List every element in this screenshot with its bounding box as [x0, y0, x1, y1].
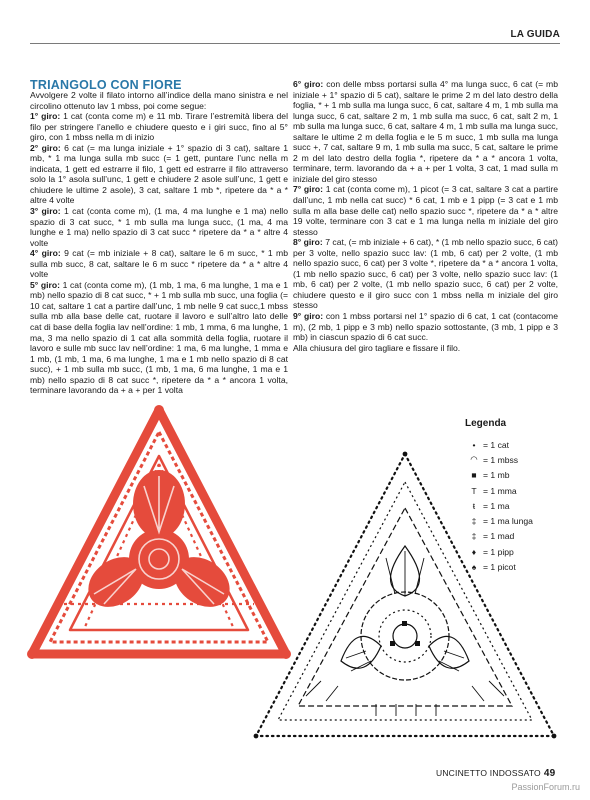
legend-title: Legenda [465, 418, 507, 429]
intro-paragraph: Avvolgere 2 volte il filato intorno all’indice della mano sinistra e nel circolino ottenuto lav 1 mbss, poi come segue: [30, 90, 288, 111]
arc-icon: ◠ [470, 454, 478, 465]
round-label: 5° giro: [30, 279, 60, 290]
legend-label: = 1 mbss [483, 454, 519, 465]
round-text: 1 cat (conta come m), 1 picot (= 3 cat, saltare 3 cat a partire dall’unc, 1 mb nella cat succ) * 6 cat, 1 mb e 1 pipp (= 3 cat e 1 mb sulla m alla base delle cat) nello spazio succ *, ripetere da * a * altre 19 volte, terminare con 3 cat e 1 ma lunga nella m iniziale del giro stesso [293, 184, 558, 237]
round-6 [293, 79, 558, 184]
round-text: 9 cat (= mb iniziale + 8 cat), saltare le 6 m succ, * 1 mb sulla mb succ, 8 cat, saltare le 6 m succ * ripetere da * a * altre 4 volte [30, 248, 289, 280]
page-number: 49 [543, 768, 556, 779]
round-2 [30, 143, 288, 206]
round-text: 1 cat (conta come m), (1 mb, 1 ma, 6 ma lunghe, 1 ma e 1 mb) nello spazio di 8 cat succ, * + 1 mb sulla mb succ, una foglia (= 10 cat, saltare 1 cat a partire dall’unc, 1 mb nelle 9 cat succ,1 mbss sulla mb alla base delle cat, ruotare il lavoro e sull’altro lato delle cat di base della foglia lav nell’ordine: 1 mb, 1 mma, 6 ma lunghe, 1 ma, 3 ma nello spazio di 1 cat alla sommità della foglia, ruotare il lavoro e sulle mb succ lav nell’ordine: 1 ma, 6 ma lunghe, 1 mma e 1 mb, (1 mb, 1 ma, 6 ma lunghe, 1 ma e 1 mb nello spazio di 8 cat succ), + 1 mb sulla mb succ, (1 mb, 1 ma, 6 ma lunghe, 1 ma e 1 mb) nello spazio di 8 cat succ *, ripetere da * a * ancora 1 volta, terminare lavorando da + a + per 1 volta [30, 279, 288, 396]
round-8 [293, 237, 558, 311]
round-text: 1 cat (conta come m), (1 ma, 4 ma lunghe e 1 ma) nello spazio di 3 cat succ, * 1 mb sulla ma lunga succ, (1 ma, 4 ma lunghe e 1 ma) nello spazio di 3 cat succ * ripetere da * a * altre 4 volte [30, 206, 288, 248]
legend-label: = 1 mad [483, 531, 515, 542]
t-double-bar-icon: ‡ [471, 516, 477, 527]
legend-item [465, 483, 565, 498]
page-footer [436, 768, 555, 779]
legend-label: = 1 cat [483, 439, 510, 450]
legend-label: = 1 ma [483, 500, 510, 511]
legend-label: = 1 pipp [483, 546, 514, 557]
round-text: 1 cat (conta come m) e 11 mb. Tirare l’estremità libera del filo per stringere l’anello e chiudere questo e i giri succ, fino al 5° giro, con 1 mbss nella m di inizio [30, 111, 288, 143]
legend-item [465, 544, 565, 559]
legend [465, 418, 565, 575]
round-7 [293, 184, 558, 237]
legend-label: = 1 mma [483, 485, 517, 496]
header-rule [30, 43, 560, 44]
round-text: con delle mbss portarsi sulla 4° ma lunga succ, 6 cat (= mb iniziale + 1° spazio di 5 cat), saltare le prime 2 m del lato destro della foglia, * + 1 mb sulla ma lunga succ, 6 cat, saltare 4 m, 1 mb sulla ma lunga succ, 6 cat, saltare 2 m, 1 mb sulla ma succ, 6 cat, salt 2 m, 1 mb sulla ma lunga succ, 6 cat, saltare 4 m, 1 mb sulla ma lunga succ, saltare le ultime 2 m della foglia e le 5 m succ, 1 mb sulla ma lunga succ +, 7 cat, saltare 9 m, 1 mb sulla ma succ, 5 cat, saltare le prime 2 m del lato destro della foglia *, ripetere da * a * ancora 1 volta, terminare, term. lavorando da + a + per 1 volta, 3 cat, 1 mad sulla m iniziale del giro stesso [293, 79, 559, 184]
closing-paragraph: Alla chiusura del giro tagliare e fissare il filo. [293, 342, 461, 353]
round-4 [30, 248, 288, 280]
round-3 [30, 206, 288, 248]
t-icon: T [471, 485, 477, 496]
legend-item [465, 513, 565, 528]
round-label: 1° giro: [30, 111, 61, 122]
drop-icon: ♦ [471, 546, 477, 557]
dot-icon: • [472, 439, 476, 450]
legend-item [465, 529, 565, 544]
legend-item [465, 498, 565, 513]
article-title: TRIANGOLO CON FIORE [30, 78, 182, 92]
round-label: 6° giro: [293, 79, 324, 89]
legend-label: = 1 ma lunga [483, 516, 533, 527]
t-triple-bar-icon: ‡ [471, 531, 477, 542]
magazine-name: UNCINETTO INDOSSATO [436, 768, 541, 778]
round-5 [30, 280, 288, 396]
round-label: 2° giro: [30, 142, 61, 153]
legend-item [465, 437, 565, 452]
square-icon: ■ [471, 470, 477, 481]
picot-icon: ♠ [471, 562, 477, 573]
article-column-right [293, 79, 558, 353]
t-bar-icon: ŧ [472, 500, 476, 511]
legend-label: = 1 mb [483, 470, 510, 481]
legend-item [465, 468, 565, 483]
round-9 [293, 311, 558, 343]
round-label: 8° giro: [293, 237, 323, 248]
round-label: 3° giro: [30, 206, 61, 217]
section-label: LA GUIDA [510, 29, 560, 40]
round-label: 9° giro: [293, 311, 324, 322]
legend-label: = 1 picot [483, 562, 516, 573]
watermark: PassionForum.ru [511, 782, 580, 792]
round-text: 7 cat, (= mb iniziale + 6 cat), * (1 mb nello spazio succ, 6 cat) per 3 volte, nello spazio succ lav: (1 mb, 6 cat) per 2 volte, (1 mb nello spazio succ, 6 cat) per 3 volte *, ripetere da * a * ancora 1 volta, (1 mb nello spazio succ, 6 cat) per 3 volte, nello spazio succ lav: (1 mb, 6 cat) per 2 volte, (1 mb nello spazio succ, 6 cat) per 2 volte, chiudere questo e il giro succ con 1 mbss nella m iniziale del giro stesso [293, 237, 558, 311]
round-label: 4° giro: [30, 248, 61, 259]
round-text: 6 cat (= ma lunga iniziale + 1° spazio di 3 cat), saltare 1 mb, * 1 ma lunga sulla mb succ (= 1 gett, puntare l’unc nella m indicata, 1 gett ed estrarre il filo, 1 gett ed estrarre il filo attraverso solo la 1° asola sull’unc, 1 gett e chiudere 2 asole sull’unc, 1 gett e chiudere le ultime 2 asole), 3 cat, saltare 1 mb *, ripetere da * a * altre 4 volte [30, 142, 289, 206]
article-column-left [30, 90, 288, 396]
legend-item [465, 559, 565, 574]
legend-item [465, 452, 565, 467]
round-label: 7° giro: [293, 184, 324, 195]
round-text: con 1 mbss portarsi nel 1° spazio di 6 cat, 1 cat (contacome m), (2 mb, 1 pipp e 3 mb) nello spazio sottostante, (3 mb, 1 pipp e 3 mb) in ciascun spazio di 6 cat succ. [293, 311, 558, 343]
round-1 [30, 111, 288, 143]
